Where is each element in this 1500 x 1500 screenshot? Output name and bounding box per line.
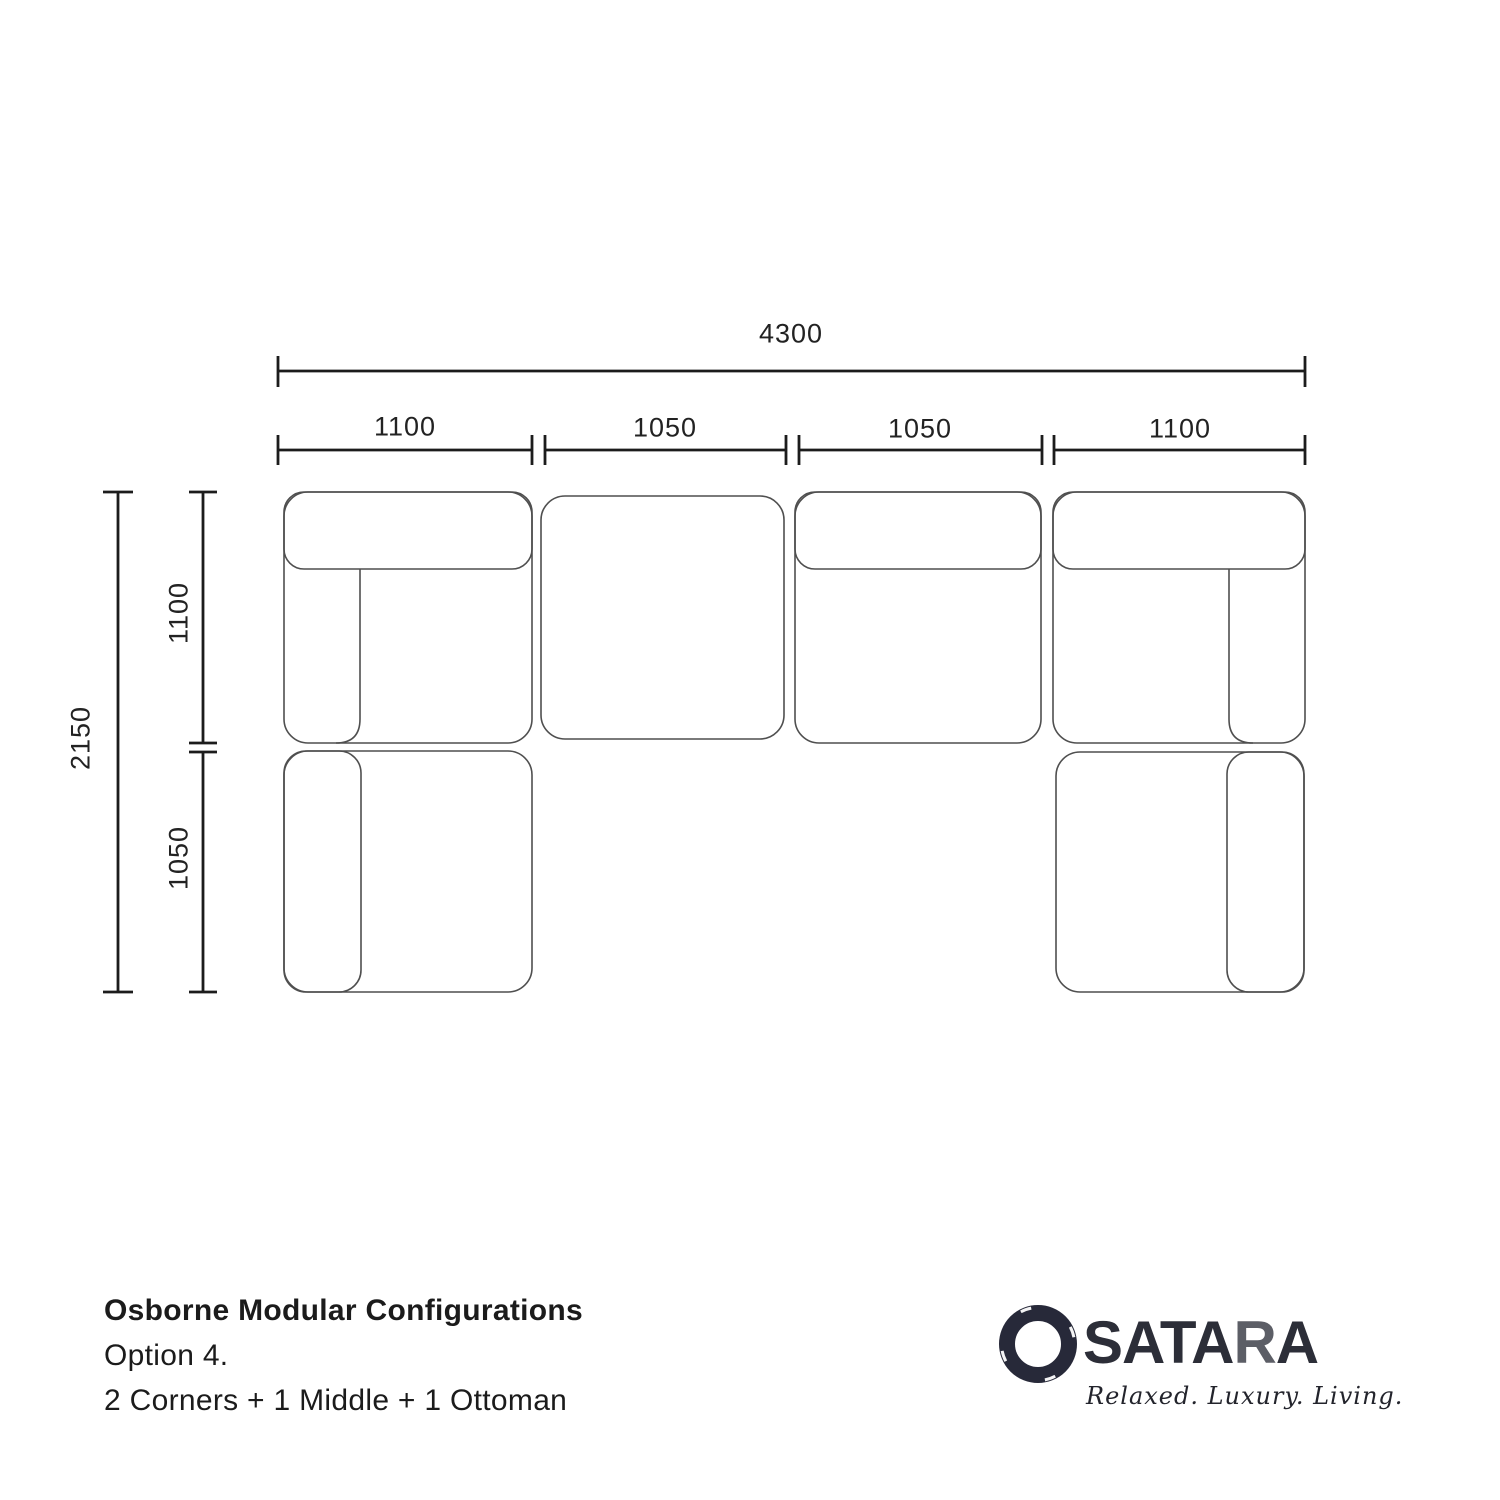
satara-logo bbox=[996, 1300, 1404, 1440]
module-middle bbox=[795, 492, 1041, 743]
dim-label-side-segment-2: 1050 bbox=[163, 825, 194, 891]
dim-label-top-segment-1: 1100 bbox=[373, 411, 437, 442]
dim-label-overall-width: 4300 bbox=[758, 318, 824, 349]
module-corner-top-right bbox=[1053, 492, 1305, 743]
satara-logo-mark-icon bbox=[996, 1304, 1080, 1386]
wordmark-accent: R bbox=[1233, 1309, 1276, 1376]
brand-tagline: Relaxed. Luxury. Living. bbox=[1086, 1382, 1404, 1410]
title-block bbox=[104, 1288, 583, 1423]
dim-overall-width bbox=[278, 356, 1305, 387]
dim-label-side-segment-1: 1100 bbox=[163, 581, 194, 645]
option-label: Option 4. bbox=[104, 1339, 229, 1372]
module-chaise-bottom-right bbox=[1056, 752, 1304, 992]
wordmark-prefix: SATA bbox=[1083, 1309, 1234, 1376]
dim-label-overall-depth: 2150 bbox=[65, 705, 96, 771]
dim-label-top-segment-2: 1050 bbox=[632, 412, 698, 443]
dim-label-top-segment-4: 1100 bbox=[1148, 413, 1212, 444]
dim-label-top-segment-3: 1050 bbox=[887, 413, 953, 444]
module-corner-top-left bbox=[284, 492, 532, 743]
product-title: Osborne Modular Configurations bbox=[104, 1294, 583, 1327]
wordmark-suffix: A bbox=[1275, 1309, 1319, 1376]
module-chaise-bottom-left bbox=[284, 751, 532, 992]
composition-label: 2 Corners + 1 Middle + 1 Ottoman bbox=[104, 1384, 568, 1417]
dim-overall-depth bbox=[103, 492, 133, 992]
module-ottoman bbox=[541, 496, 784, 739]
satara-wordmark bbox=[1083, 1309, 1319, 1376]
